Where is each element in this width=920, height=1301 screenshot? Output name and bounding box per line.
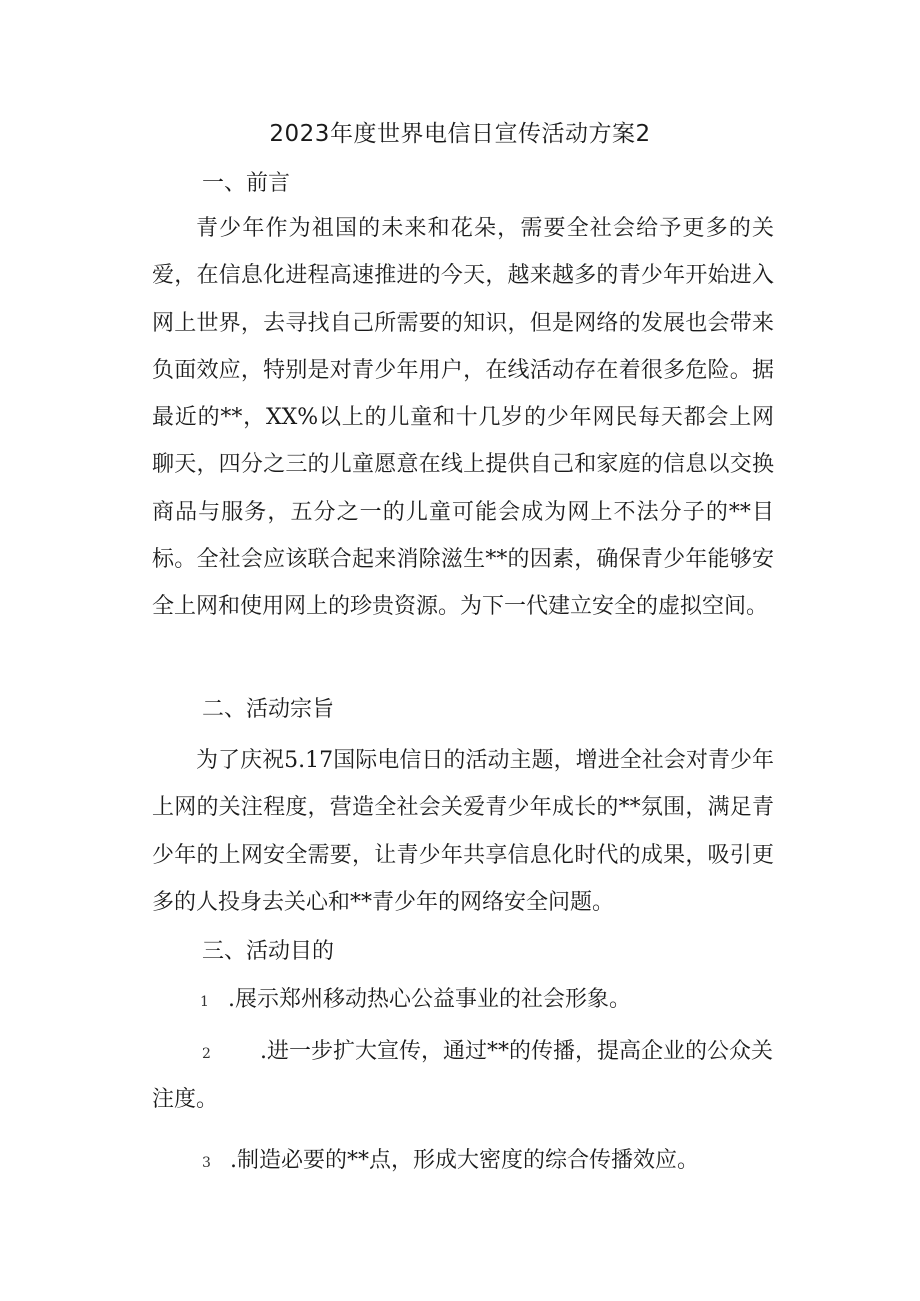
goal-item-text: .展示郑州移动热心公益事业的社会形象。 xyxy=(228,987,631,1012)
goal-item-number: 2 xyxy=(202,1046,211,1062)
goal-item-1 xyxy=(152,977,774,1025)
purpose-paragraph: 为了庆祝5.17国际电信日的活动主题，增进全社会对青少年上网的关注程度，营造全社会关爱青少年成长的**氛围，满足青少年的上网安全需要，让青少年共享信息化时代的成果，吸引更多的人投身去关心和**青少年的网络安全问题。 xyxy=(152,748,774,915)
preface-paragraph: 青少年作为祖国的未来和花朵，需要全社会给予更多的关爱，在信息化进程高速推进的今天，越来越多的青少年开始进入网上世界，去寻找自己所需要的知识，但是网络的发展也会带来负面效应，特别是对青少年用户，在线活动存在着很多危险。据最近的**，XX%以上的儿童和十几岁的少年网民每天都会上网聊天，四分之三的儿童愿意在线上提供自己和家庭的信息以交换商品与服务，五分之一的儿童可能会成为网上不法分子的**目标。全社会应该联合起来消除滋生**的因素，确保青少年能够安全上网和使用网上的珍贵资源。为下一代建立安全的虚拟空间。 xyxy=(152,216,774,620)
goal-item-number: 1 xyxy=(200,994,209,1010)
goal-item-text: .进一步扩大宣传，通过**的传播，提高企业的公众关注度。 xyxy=(152,1039,773,1112)
goal-item-3 xyxy=(152,1138,774,1186)
section-heading-preface: 一、前言 xyxy=(202,171,291,196)
goal-item-number: 3 xyxy=(202,1155,211,1171)
section-heading-goals: 三、活动目的 xyxy=(202,939,335,964)
goal-item-text: .制造必要的**点，形成大密度的综合传播效应。 xyxy=(230,1148,699,1173)
section-heading-purpose: 二、活动宗旨 xyxy=(202,697,335,722)
document-title: 2023年度世界电信日宣传活动方案2 xyxy=(269,121,651,147)
goal-item-2 xyxy=(152,1029,774,1123)
